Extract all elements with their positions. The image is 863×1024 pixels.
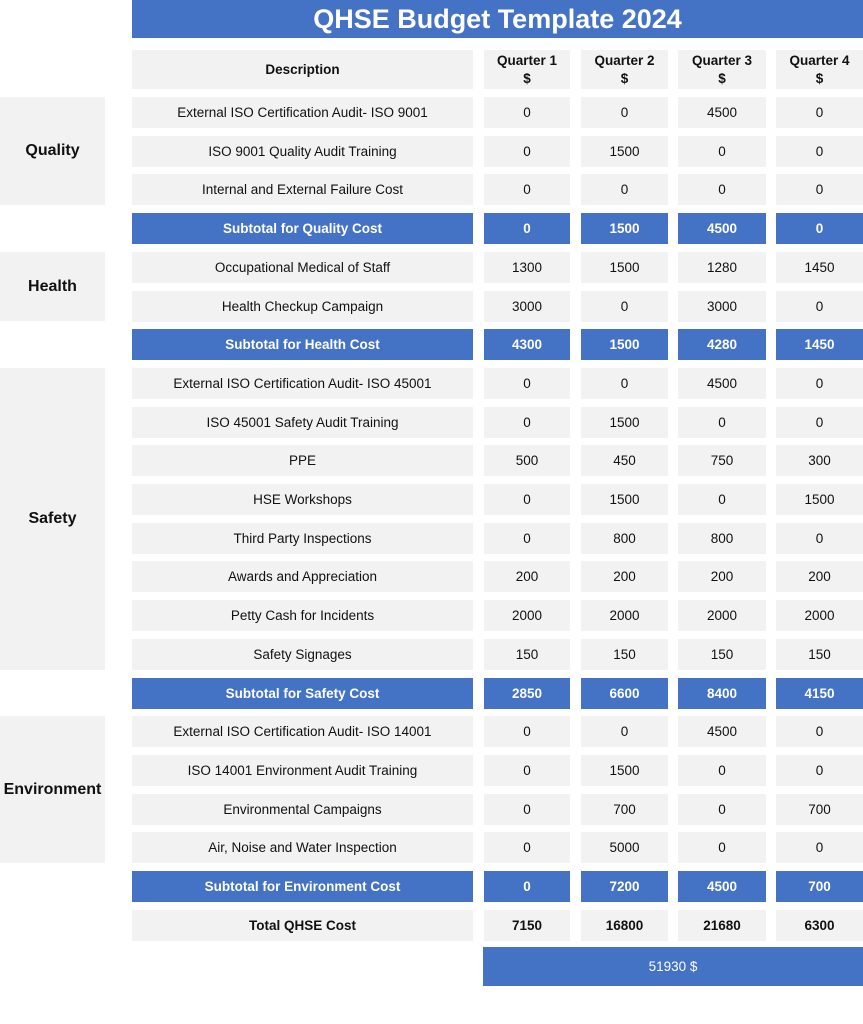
table-row-q2-value[interactable]: 1500 — [581, 484, 668, 515]
table-row-q4-value[interactable]: 1450 — [776, 252, 863, 283]
table-row-q4-value[interactable]: 0 — [776, 368, 863, 399]
table-row-description: External ISO Certification Audit- ISO 9001 — [132, 97, 473, 128]
table-row-q3-value[interactable]: 150 — [678, 639, 766, 670]
table-row-description: Environmental Campaigns — [132, 794, 473, 825]
subtotal-row-description: Subtotal for Safety Cost — [132, 678, 473, 709]
table-row-q2-value[interactable]: 0 — [581, 291, 668, 322]
category-quality: Quality — [0, 97, 105, 205]
subtotal-row-description: Subtotal for Environment Cost — [132, 871, 473, 902]
table-row-q4-value[interactable]: 200 — [776, 561, 863, 592]
table-row-q1-value[interactable]: 0 — [484, 97, 570, 128]
header-quarter-4 — [776, 50, 863, 89]
subtotal-row-q1-value[interactable]: 0 — [484, 213, 570, 244]
table-row-description: ISO 45001 Safety Audit Training — [132, 407, 473, 438]
table-row-q1-value[interactable]: 150 — [484, 639, 570, 670]
table-row-description: External ISO Certification Audit- ISO 14001 — [132, 716, 473, 747]
table-row-q1-value[interactable]: 0 — [484, 484, 570, 515]
table-row-q2-value[interactable]: 450 — [581, 445, 668, 476]
table-row-q3-value[interactable]: 800 — [678, 523, 766, 554]
quarter-label: Quarter 3 — [691, 52, 753, 68]
table-row-description: External ISO Certification Audit- ISO 45001 — [132, 368, 473, 399]
subtotal-row-q1-value[interactable]: 2850 — [484, 678, 570, 709]
table-row-q1-value[interactable]: 0 — [484, 716, 570, 747]
table-row-q4-value[interactable]: 0 — [776, 716, 863, 747]
table-row-q4-value[interactable]: 0 — [776, 291, 863, 322]
table-row-q1-value[interactable]: 0 — [484, 407, 570, 438]
table-row-q3-value[interactable]: 750 — [678, 445, 766, 476]
table-row-q2-value[interactable]: 800 — [581, 523, 668, 554]
quarter-unit: $ — [718, 70, 726, 86]
subtotal-row-q2-value[interactable]: 1500 — [581, 213, 668, 244]
table-row-description: Occupational Medical of Staff — [132, 252, 473, 283]
table-row-q3-value[interactable]: 4500 — [678, 716, 766, 747]
header-quarter-1 — [484, 50, 570, 89]
table-row-q3-value[interactable]: 4500 — [678, 97, 766, 128]
table-row-q3-value[interactable]: 0 — [678, 755, 766, 786]
table-row-q3-value[interactable]: 1280 — [678, 252, 766, 283]
table-row-description: Awards and Appreciation — [132, 561, 473, 592]
table-row-q3-value[interactable]: 0 — [678, 794, 766, 825]
category-health: Health — [0, 252, 105, 322]
table-row-q2-value[interactable]: 5000 — [581, 832, 668, 863]
header-quarter-3 — [678, 50, 766, 89]
total-row-q3-value[interactable]: 21680 — [678, 910, 766, 941]
total-row-q4-value[interactable]: 6300 — [776, 910, 863, 941]
table-row-q1-value[interactable]: 0 — [484, 136, 570, 167]
table-row-description: Health Checkup Campaign — [132, 291, 473, 322]
table-row-description: Safety Signages — [132, 639, 473, 670]
table-row-q4-value[interactable]: 1500 — [776, 484, 863, 515]
table-row-q2-value[interactable]: 1500 — [581, 755, 668, 786]
total-row-q2-value[interactable]: 16800 — [581, 910, 668, 941]
table-row-q1-value[interactable]: 0 — [484, 794, 570, 825]
table-row-q1-value[interactable]: 2000 — [484, 600, 570, 631]
table-row-q4-value[interactable]: 0 — [776, 174, 863, 205]
category-environment: Environment — [0, 716, 105, 863]
subtotal-row-description: Subtotal for Health Cost — [132, 329, 473, 360]
table-row-q2-value[interactable]: 700 — [581, 794, 668, 825]
category-safety: Safety — [0, 368, 105, 670]
table-row-q1-value[interactable]: 0 — [484, 832, 570, 863]
subtotal-row-q2-value[interactable]: 7200 — [581, 871, 668, 902]
table-row-q3-value[interactable]: 0 — [678, 407, 766, 438]
table-row-q3-value[interactable]: 0 — [678, 832, 766, 863]
table-row-q2-value[interactable]: 200 — [581, 561, 668, 592]
table-row-description: Petty Cash for Incidents — [132, 600, 473, 631]
subtotal-row-q3-value[interactable]: 4500 — [678, 213, 766, 244]
table-row-q2-value[interactable]: 2000 — [581, 600, 668, 631]
subtotal-row-q1-value[interactable]: 0 — [484, 871, 570, 902]
table-row-q1-value[interactable]: 1300 — [484, 252, 570, 283]
table-row-q2-value[interactable]: 1500 — [581, 252, 668, 283]
table-row-q3-value[interactable]: 4500 — [678, 368, 766, 399]
table-row-q1-value[interactable]: 500 — [484, 445, 570, 476]
table-row-q1-value[interactable]: 200 — [484, 561, 570, 592]
header-quarter-2 — [581, 50, 668, 89]
table-row-q4-value[interactable]: 0 — [776, 136, 863, 167]
table-row-q4-value[interactable]: 2000 — [776, 600, 863, 631]
table-row-q3-value[interactable]: 200 — [678, 561, 766, 592]
subtotal-row-q2-value[interactable]: 6600 — [581, 678, 668, 709]
subtotal-row-q4-value[interactable]: 0 — [776, 213, 863, 244]
table-row-q2-value[interactable]: 0 — [581, 716, 668, 747]
table-row-q4-value[interactable]: 0 — [776, 832, 863, 863]
table-row-q1-value[interactable]: 0 — [484, 368, 570, 399]
table-row-q3-value[interactable]: 3000 — [678, 291, 766, 322]
table-row-q2-value[interactable]: 0 — [581, 174, 668, 205]
table-row-q3-value[interactable]: 0 — [678, 174, 766, 205]
subtotal-row-q4-value[interactable]: 700 — [776, 871, 863, 902]
grand-total: 51930 $ — [483, 947, 863, 986]
table-row-description: Third Party Inspections — [132, 523, 473, 554]
table-row-q3-value[interactable]: 0 — [678, 136, 766, 167]
table-row-q2-value[interactable]: 1500 — [581, 407, 668, 438]
table-row-q4-value[interactable]: 700 — [776, 794, 863, 825]
quarter-unit: $ — [523, 70, 531, 86]
table-row-description: PPE — [132, 445, 473, 476]
page-title: QHSE Budget Template 2024 — [132, 0, 863, 38]
quarter-unit: $ — [620, 70, 629, 86]
table-row-q3-value[interactable]: 0 — [678, 484, 766, 515]
table-row-description: HSE Workshops — [132, 484, 473, 515]
subtotal-row-description: Subtotal for Quality Cost — [132, 213, 473, 244]
table-row-q4-value[interactable]: 0 — [776, 523, 863, 554]
header-description: Description — [132, 50, 473, 89]
table-row-description: ISO 14001 Environment Audit Training — [132, 755, 473, 786]
subtotal-row-q3-value[interactable]: 4280 — [678, 329, 766, 360]
quarter-label: Quarter 1 — [496, 52, 558, 68]
subtotal-row-q3-value[interactable]: 8400 — [678, 678, 766, 709]
quarter-label: Quarter 2 — [594, 52, 655, 68]
table-row-q4-value[interactable]: 150 — [776, 639, 863, 670]
table-row-description: Air, Noise and Water Inspection — [132, 832, 473, 863]
subtotal-row-q4-value[interactable]: 1450 — [776, 329, 863, 360]
quarter-label: Quarter 4 — [789, 52, 850, 68]
quarter-unit: $ — [815, 70, 824, 86]
table-row-q2-value[interactable]: 0 — [581, 97, 668, 128]
table-row-q4-value[interactable]: 0 — [776, 97, 863, 128]
table-row-q1-value[interactable]: 3000 — [484, 291, 570, 322]
total-row-description: Total QHSE Cost — [132, 910, 473, 941]
subtotal-row-q1-value[interactable]: 4300 — [484, 329, 570, 360]
table-row-q1-value[interactable]: 0 — [484, 523, 570, 554]
table-row-q1-value[interactable]: 0 — [484, 174, 570, 205]
table-row-q1-value[interactable]: 0 — [484, 755, 570, 786]
table-row-q2-value[interactable]: 0 — [581, 368, 668, 399]
table-row-q2-value[interactable]: 150 — [581, 639, 668, 670]
table-row-q4-value[interactable]: 0 — [776, 407, 863, 438]
total-row-q1-value[interactable]: 7150 — [484, 910, 570, 941]
table-row-q4-value[interactable]: 300 — [776, 445, 863, 476]
table-row-q2-value[interactable]: 1500 — [581, 136, 668, 167]
subtotal-row-q2-value[interactable]: 1500 — [581, 329, 668, 360]
table-row-description: ISO 9001 Quality Audit Training — [132, 136, 473, 167]
table-row-description: Internal and External Failure Cost — [132, 174, 473, 205]
table-row-q4-value[interactable]: 0 — [776, 755, 863, 786]
table-row-q3-value[interactable]: 2000 — [678, 600, 766, 631]
subtotal-row-q3-value[interactable]: 4500 — [678, 871, 766, 902]
subtotal-row-q4-value[interactable]: 4150 — [776, 678, 863, 709]
